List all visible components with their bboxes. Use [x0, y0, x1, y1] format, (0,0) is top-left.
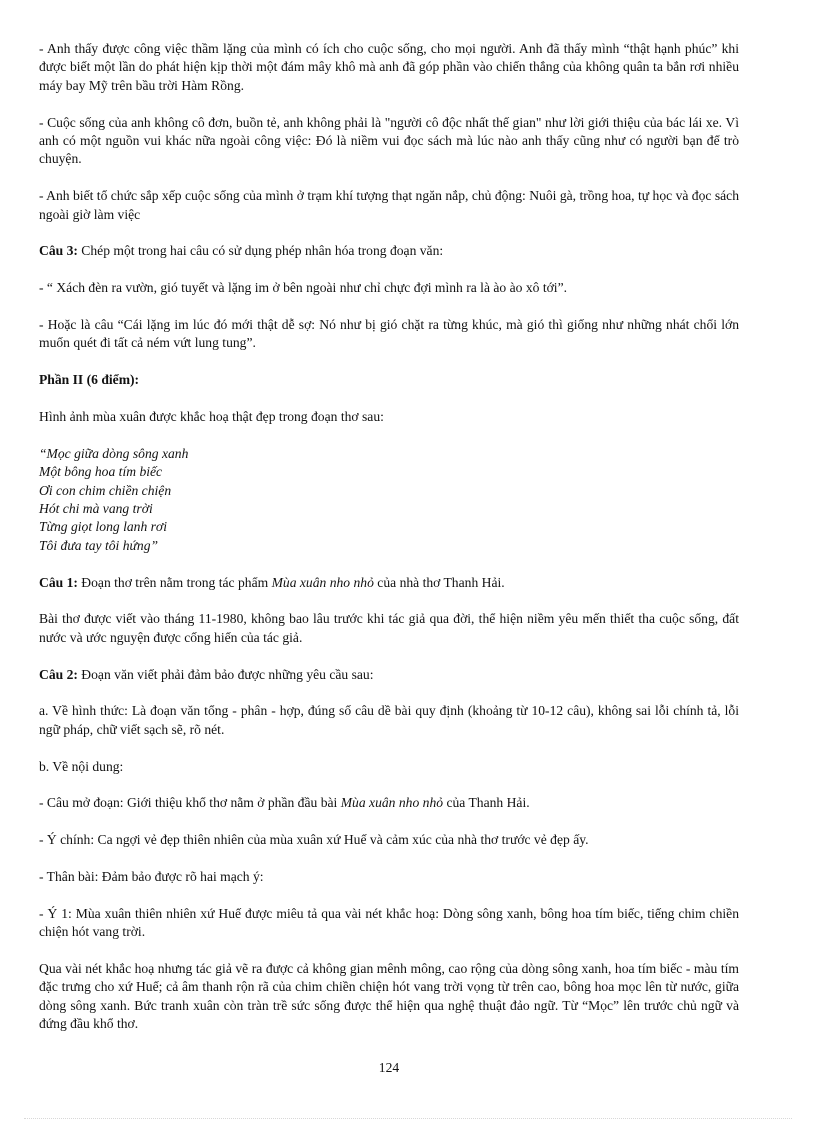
- quote-2: - Hoặc là câu “Cái lặng im lúc đó mới thật dễ sợ: Nó như bị gió chặt ra từng khúc, mà gió thì giống như những nhát chổi lớn muốn quét đi tất cả ném vứt lung tung”.: [39, 317, 739, 351]
- poem-line: Một bông hoa tím biếc: [39, 464, 163, 480]
- poem-line: Tôi đưa tay tôi hứng”: [39, 537, 159, 553]
- poem-line: Hót chi mà vang trời: [39, 501, 153, 517]
- paragraph: Bài thơ được viết vào tháng 11-1980, không bao lâu trước khi tác giả qua đời, thể hiện niềm yêu mến thiết tha cuộc sống, đất nước và ước nguyện được cống hiến của tác giả.: [39, 611, 739, 645]
- quote-1: - “ Xách đèn ra vườn, gió tuyết và lặng im ở bên ngoài như chỉ chực đợi mình ra là ào ào xô tới”.: [39, 280, 567, 296]
- paragraph: Qua vài nét khắc hoạ nhưng tác giả vẽ ra được cả không gian mênh mông, cao rộng của dòng sông xanh, hoa tím biếc - màu tím đặc trưng cho xứ Huế; cả âm thanh rộn rã của chim chiền chiện hót vang trời vọng từ trên cao, bông hoa mọc lên từ nước, giữa dòng sông xanh. Bức tranh xuân còn tràn trề sức sống được thể hiện qua nghệ thuật đảo ngữ. Từ “Mọc” lên trước chủ ngữ và đứng đầu khổ thơ.: [39, 961, 739, 1032]
- poem-line: Từng giọt long lanh rơi: [39, 519, 167, 535]
- work-title: Mùa xuân nho nhỏ: [340, 795, 444, 811]
- opening-text: của Thanh Hải.: [443, 795, 530, 811]
- question-text: Đoạn thơ trên nằm trong tác phẩm: [77, 574, 272, 590]
- question-2: [39, 666, 739, 684]
- body-section: - Thân bài: Đảm bảo được rõ hai mạch ý:: [39, 869, 264, 885]
- part-2-heading: Phần II (6 điểm):: [39, 372, 140, 388]
- opening-text: - Câu mở đoạn: Giới thiệu khổ thơ nằm ở phần đầu bài: [39, 795, 341, 811]
- poem: [39, 445, 739, 555]
- poem-line: Ơi con chim chiền chiện: [39, 482, 172, 498]
- work-title: Mùa xuân nho nhỏ: [271, 574, 374, 590]
- paragraph: - Cuộc sống của anh không cô đơn, buồn tẻ, anh không phải là "người cô độc nhất thế gian" như lời giới thiệu của bác lái xe. Vì anh có một nguồn vui khác nữa ngoài công việc: Đó là niềm vui đọc sách mà lúc nào anh thấy cũng như có người bạn để trò chuyện.: [39, 114, 739, 167]
- page-divider: [24, 1118, 792, 1119]
- part-2-intro: Hình ảnh mùa xuân được khắc hoạ thật đẹp trong đoạn thơ sau:: [39, 409, 384, 425]
- paragraph: - Anh biết tổ chức sắp xếp cuộc sống của mình ở trạm khí tượng thạt ngăn nắp, chủ động: Nuôi gà, trồng hoa, tự học và đọc sách ngoài giờ làm việc: [39, 188, 739, 222]
- paragraph: - Anh thấy được công việc thầm lặng của mình có ích cho cuộc sống, cho mọi người. Anh đã thấy mình “thật hạnh phúc” khi được biết một lần do phát hiện kịp thời một đám mây khô mà anh đã góp phần vào chiến thắng của không quân ta bắn rơi nhiều máy bay Mỹ trên bầu trời Hàm Rồng.: [39, 41, 739, 93]
- requirement-form: a. Về hình thức: Là đoạn văn tổng - phân - hợp, đúng số câu dề bài quy định (khoảng từ 10-12 câu), không sai lỗi chính tả, lỗi ngữ pháp, chữ viết sạch sẽ, rõ nét.: [39, 703, 739, 737]
- question-label: Câu 2:: [39, 666, 78, 682]
- question-label: Câu 1:: [39, 574, 78, 590]
- question-text: Chép một trong hai câu có sử dụng phép nhân hóa trong đoạn văn:: [77, 243, 444, 259]
- question-3: [39, 242, 739, 260]
- page-number: 124: [378, 1060, 400, 1075]
- opening-sentence: [39, 794, 739, 812]
- requirement-content: b. Về nội dung:: [39, 758, 124, 774]
- main-idea: - Ý chính: Ca ngợi vẻ đẹp thiên nhiên của mùa xuân xứ Huế và cảm xúc của nhà thơ trước vẻ đẹp ấy.: [39, 832, 589, 848]
- question-text: của nhà thơ Thanh Hải.: [373, 574, 505, 590]
- idea-1: - Ý 1: Mùa xuân thiên nhiên xứ Huế được miêu tả qua vài nét khắc hoạ: Dòng sông xanh, bông hoa tím biếc, tiếng chim chiền chiện hót vang trời.: [39, 905, 739, 940]
- question-1: [39, 574, 739, 592]
- question-label: Câu 3:: [39, 243, 78, 259]
- document-page: [39, 40, 739, 1052]
- question-text: Đoạn văn viết phải đảm bảo được những yêu cầu sau:: [77, 666, 374, 682]
- poem-line: “Mọc giữa dòng sông xanh: [39, 445, 189, 461]
